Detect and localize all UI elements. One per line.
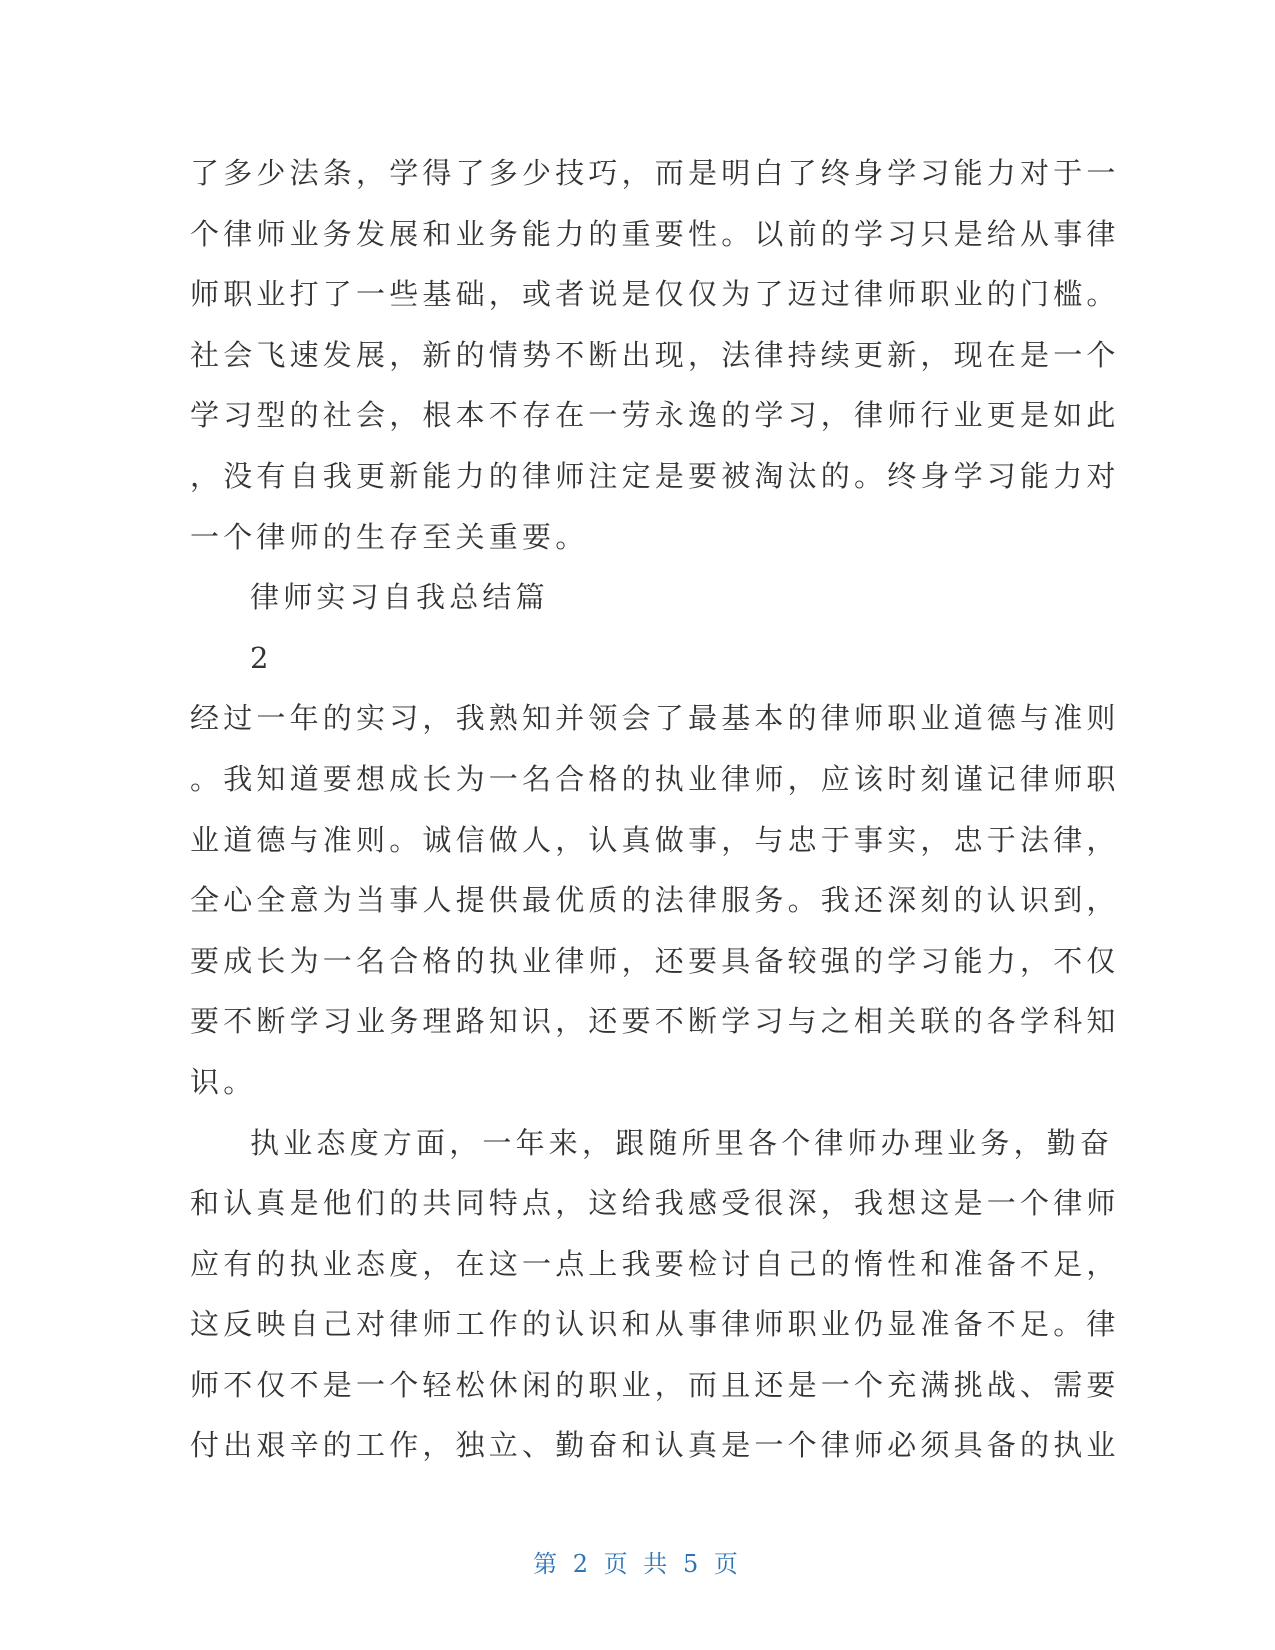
body-line: 执业态度方面，一年来，跟随所里各个律师办理业务，勤奋 xyxy=(250,1125,1114,1160)
body-line: 师职业打了一些基础，或者说是仅仅为了迈过律师职业的门槛。 xyxy=(190,277,1120,312)
body-line: 社会飞速发展，新的情势不断出现，法律持续更新，现在是一个 xyxy=(190,337,1120,372)
body-line: 全心全意为当事人提供最优质的法律服务。我还深刻的认识到， xyxy=(190,883,1120,918)
body-line: 个律师业务发展和业务能力的重要性。以前的学习只是给从事律 xyxy=(190,216,1120,251)
body-line: 一个律师的生存至关重要。 xyxy=(190,519,589,554)
body-line: 。我知道要想成长为一名合格的执业律师，应该时刻谨记律师职 xyxy=(190,761,1120,796)
body-line: 识。 xyxy=(190,1064,257,1099)
body-line: 和认真是他们的共同特点，这给我感受很深，我想这是一个律师 xyxy=(190,1186,1120,1221)
body-line: 这反映自己对律师工作的认识和从事律师职业仍显准备不足。律 xyxy=(190,1307,1120,1342)
page-number-text: 第 2 页 共 5 页 xyxy=(533,1550,742,1578)
body-line: 业道德与准则。诚信做人，认真做事，与忠于事实，忠于法律， xyxy=(190,822,1120,857)
body-line: 应有的执业态度，在这一点上我要检讨自己的惰性和准备不足， xyxy=(190,1246,1120,1281)
section-number: 2 xyxy=(250,640,273,675)
section-heading: 律师实习自我总结篇 xyxy=(250,580,549,615)
body-line: 师不仅不是一个轻松休闲的职业，而且还是一个充满挑战、需要 xyxy=(190,1367,1120,1402)
body-line: 要成长为一名合格的执业律师，还要具备较强的学习能力，不仅 xyxy=(190,943,1120,978)
body-line: 付出艰辛的工作，独立、勤奋和认真是一个律师必须具备的执业 xyxy=(190,1428,1120,1463)
body-line: 学习型的社会，根本不存在一劳永逸的学习，律师行业更是如此 xyxy=(190,398,1120,433)
body-line: ，没有自我更新能力的律师注定是要被淘汰的。终身学习能力对 xyxy=(190,458,1120,493)
page-footer xyxy=(0,1544,1275,1579)
document-body xyxy=(190,143,1120,1476)
body-line: 经过一年的实习，我熟知并领会了最基本的律师职业道德与准则 xyxy=(190,701,1120,736)
body-line: 要不断学习业务理路知识，还要不断学习与之相关联的各学科知 xyxy=(190,1004,1120,1039)
body-line: 了多少法条，学得了多少技巧，而是明白了终身学习能力对于一 xyxy=(190,156,1120,190)
